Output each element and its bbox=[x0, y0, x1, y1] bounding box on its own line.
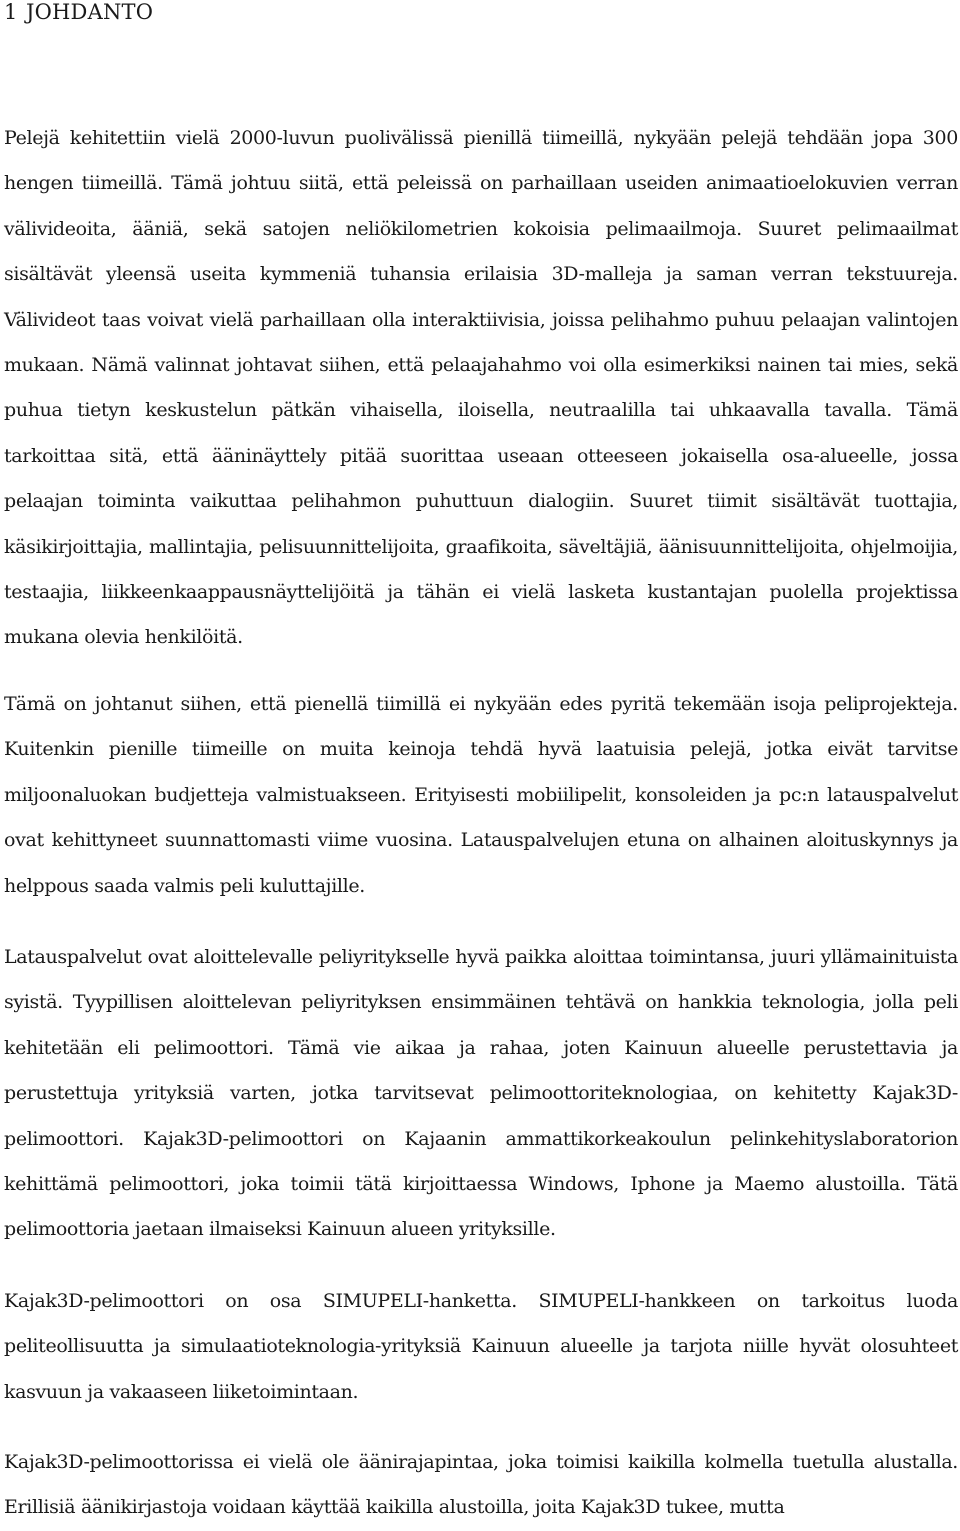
paragraph-3: Latauspalvelut ovat aloittelevalle peliyritykselle hyvä paikka aloittaa toimintansa, juuri yllämainituista syistä. Tyypillisen aloittelevan peliyrityksen ensimmäinen tehtävä on hankkia teknologia, jolla peli kehitetään eli pelimoottori. Tämä vie aikaa ja rahaa, joten Kainuun alueelle perustettavia ja perustettuja yrityksiä varten, jotka tarvitsevat pelimoottoriteknologiaa, on kehitetty Kajak3D-pelimoottori. Kajak3D-pelimoottori on Kajaanin ammattikorkeakoulun pelinkehityslaboratorion kehittämä pelimoottori, joka toimii tätä kirjoittaessa Windows, Iphone ja Maemo alustoilla. Tätä pelimoottoria jaetaan ilmaiseksi Kainuun alueen yrityksille. bbox=[4, 946, 958, 1241]
paragraph-2: Tämä on johtanut siihen, että pienellä tiimillä ei nykyään edes pyritä tekemään isoja peliprojekteja. Kuitenkin pienille tiimeille on muita keinoja tehdä hyvä laatuisia pelejä, jotka eivät tarvitse miljoonaluokan budjetteja valmistuakseen. Erityisesti mobiilipelit, konsoleiden ja pc:n latauspalvelut ovat kehittyneet suunnattomasti viime vuosina. Latauspalvelujen etuna on alhainen aloituskynnys ja helppous saada valmis peli kuluttajille. bbox=[4, 693, 958, 897]
chapter-number: 1 bbox=[4, 0, 18, 24]
chapter-title: JOHDANTO bbox=[26, 0, 154, 24]
paragraph-5: Kajak3D-pelimoottorissa ei vielä ole äänirajapintaa, joka toimisi kaikilla kolmella tuetulla alustalla. Erillisiä äänikirjastoja voidaan käyttää kaikilla alustoilla, joita Kajak3D tukee, mutta bbox=[4, 1451, 958, 1519]
paragraph-1: Pelejä kehitettiin vielä 2000-luvun puolivälissä pienillä tiimeillä, nykyään pelejä tehdään jopa 300 hengen tiimeillä. Tämä johtuu siitä, että peleissä on parhaillaan useiden animaatioelokuvien verran välivideoita, ääniä, sekä satojen neliökilometrien kokoisia pelimaailmoja. Suuret pelimaailmat sisältävät yleensä useita kymmeniä tuhansia erilaisia 3D-malleja ja saman verran tekstuureja. Välivideot taas voivat vielä parhaillaan olla interaktiivisia, joissa pelihahmo puhuu pelaajan valintojen mukaan. Nämä valinnat johtavat siihen, että pelaajahahmo voi olla esimerkiksi nainen tai mies, sekä puhua tietyn keskustelun pätkän vihaisella, iloisella, neutraalilla tai uhkaavalla tavalla. Tämä tarkoittaa sitä, että ääninäyttely pitää suorittaa useaan otteeseen jokaisella osa-alueelle, jossa pelaajan toiminta vaikuttaa pelihahmon puhuttuun dialogiin. Suuret tiimit sisältävät tuottajia, käsikirjoittajia, mallintajia, pelisuunnittelijoita, graafikoita, säveltäjiä, äänisuunnittelijoita, ohjelmoijia, testaajia, liikkeenkaappausnäyttelijöitä ja tähän ei vielä lasketa kustantajan puolella projektissa mukana olevia henkilöitä. bbox=[4, 127, 958, 649]
paragraph-4: Kajak3D-pelimoottori on osa SIMUPELI-hanketta. SIMUPELI-hankkeen on tarkoitus luoda peliteollisuutta ja simulaatioteknologia-yrityksiä Kainuun alueelle ja tarjota niille hyvät olosuhteet kasvuun ja vakaaseen liiketoimintaan. bbox=[4, 1290, 958, 1403]
chapter-heading bbox=[4, 0, 958, 28]
